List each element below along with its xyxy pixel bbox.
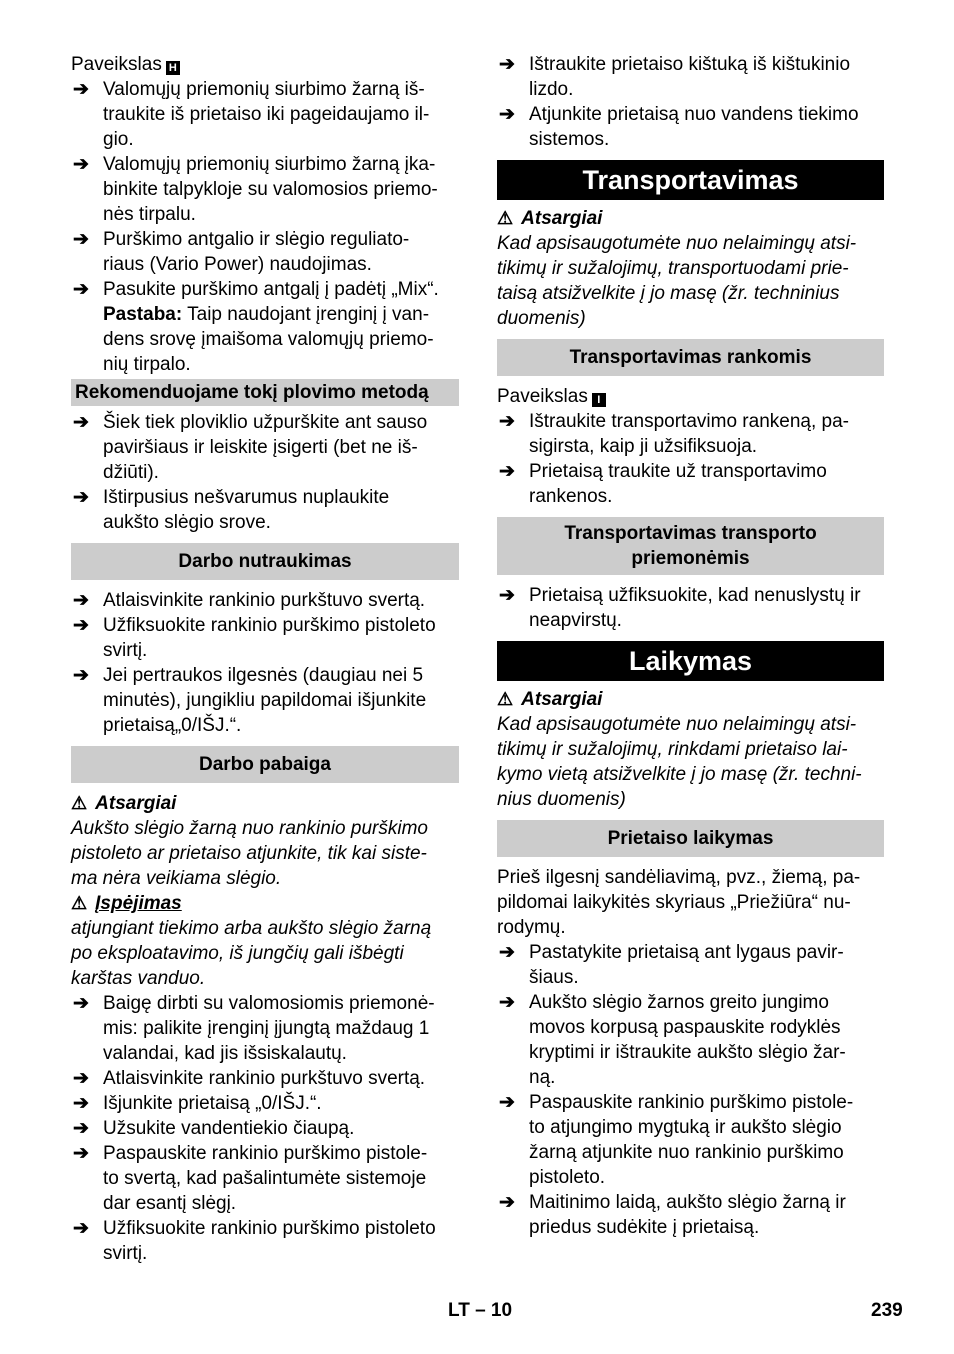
arrow-icon: ➔ bbox=[73, 487, 89, 508]
transport-caution-heading: ⚠ Atsargiai bbox=[497, 208, 603, 229]
warning-triangle-icon: ⚠ bbox=[497, 689, 514, 709]
arrow-icon: ➔ bbox=[499, 461, 515, 482]
warning-triangle-icon: ⚠ bbox=[71, 893, 88, 913]
arrow-icon: ➔ bbox=[73, 1143, 89, 1164]
arrow-icon: ➔ bbox=[73, 993, 89, 1014]
list-item: ➔ Atlaisvinkite rankinio purkštuvo svertą. bbox=[73, 1068, 426, 1089]
vehicle-heading: Transportavimas transporto priemonėmis bbox=[497, 517, 884, 575]
transport-caution-text: Kad apsisaugotumėte nuo nelaimingų atsi- tikimų ir sužalojimų, transportuodami prie- taisą atsižvelkite į jo masę (žr. techninius duomenis) bbox=[497, 233, 857, 329]
page-number: 239 bbox=[871, 1300, 903, 1321]
arrow-icon: ➔ bbox=[499, 942, 515, 963]
instruction-list bbox=[71, 77, 459, 302]
figure-reference: Paveikslas H bbox=[71, 52, 459, 77]
arrow-icon: ➔ bbox=[73, 1068, 89, 1089]
list-item: ➔ Užfiksuokite rankinio purškimo pistoleto svirtį. bbox=[73, 1218, 436, 1264]
arrow-icon: ➔ bbox=[73, 615, 89, 636]
list-item: ➔ Baigę dirbti su valomosiomis priemonė- mis: palikite įrenginį įjungtą maždaug 1 valandai, kad jis išsiskalautų. bbox=[73, 993, 435, 1064]
warning-text: atjungiant tiekimo arba aukšto slėgio žarną po eksploatavimo, iš jungčių gali išbėgti karštas vanduo. bbox=[71, 918, 432, 989]
storage-caution-text: Kad apsisaugotumėte nuo nelaimingų atsi- tikimų ir sužalojimų, rinkdami prietaiso lai- kymo vietą atsižvelkite į jo masę (žr. techni- nius duomenis) bbox=[497, 714, 862, 810]
method-heading: Rekomenduojame tokį plovimo metodą bbox=[71, 379, 459, 406]
arrow-icon: ➔ bbox=[499, 411, 515, 432]
vehicle-list bbox=[497, 583, 884, 633]
list-item: ➔ Maitinimo laidą, aukšto slėgio žarną ir priedus sudėkite į prietaisą. bbox=[499, 1192, 846, 1238]
left-column bbox=[71, 52, 459, 1266]
device-storage-list bbox=[497, 940, 884, 1240]
arrow-icon: ➔ bbox=[73, 590, 89, 611]
transport-title: Transportavimas bbox=[497, 160, 884, 200]
right-column bbox=[497, 52, 884, 1240]
list-item: ➔ Paspauskite rankinio purškimo pistole- to svertą, kad pašalintumėte sistemoje dar esantį slėgį. bbox=[73, 1143, 428, 1214]
end-list bbox=[71, 991, 459, 1266]
list-item: ➔ Ištirpusius nešvarumus nuplaukite aukšto slėgio srove. bbox=[73, 487, 390, 533]
arrow-icon: ➔ bbox=[73, 279, 89, 300]
warning-heading: ⚠ Įspėjimas bbox=[71, 893, 182, 914]
arrow-icon: ➔ bbox=[73, 1093, 89, 1114]
list-item: ➔ Paspauskite rankinio purškimo pistole- to atjungimo mygtuką ir aukšto slėgio žarną atjunkite nuo rankinio purškimo pistoleto. bbox=[499, 1092, 854, 1188]
arrow-icon: ➔ bbox=[499, 992, 515, 1013]
list-item: ➔ Aukšto slėgio žarnos greito jungimo movos korpusą paspauskite rodyklės kryptimi ir ištraukite aukšto slėgio žar- ną. bbox=[499, 992, 846, 1088]
list-item: ➔ Atjunkite prietaisą nuo vandens tiekimo sistemos. bbox=[499, 104, 859, 150]
top-list bbox=[497, 52, 884, 152]
arrow-icon: ➔ bbox=[499, 104, 515, 125]
by-hand-heading: Transportavimas rankomis bbox=[497, 339, 884, 376]
list-item: ➔ Ištraukite prietaiso kištuką iš kištukinio lizdo. bbox=[499, 54, 851, 100]
arrow-icon: ➔ bbox=[73, 229, 89, 250]
list-item: ➔ Pasukite purškimo antgalį į padėtį „Mix“. bbox=[73, 279, 439, 300]
arrow-icon: ➔ bbox=[73, 79, 89, 100]
storage-caution-heading: ⚠ Atsargiai bbox=[497, 689, 603, 710]
list-item: ➔ Valomųjų priemonių siurbimo žarną iš- traukite iš prietaiso iki pageidaujamo il- gio. bbox=[73, 79, 430, 150]
arrow-icon: ➔ bbox=[499, 54, 515, 75]
storage-title: Laikymas bbox=[497, 641, 884, 681]
arrow-icon: ➔ bbox=[73, 154, 89, 175]
warning-triangle-icon: ⚠ bbox=[497, 208, 514, 228]
end-heading: Darbo pabaiga bbox=[71, 746, 459, 783]
arrow-icon: ➔ bbox=[499, 1092, 515, 1113]
arrow-icon: ➔ bbox=[73, 665, 89, 686]
caution-text: Aukšto slėgio žarną nuo rankinio purškimo pistoleto ar prietaiso atjunkite, tik kai siste- ma nėra veikiama slėgio. bbox=[71, 818, 428, 889]
list-item: ➔ Užfiksuokite rankinio purškimo pistoleto svirtį. bbox=[73, 615, 436, 661]
arrow-icon: ➔ bbox=[499, 585, 515, 606]
method-list bbox=[71, 410, 459, 535]
footer-section: LT – 10 bbox=[448, 1300, 513, 1321]
warning-triangle-icon: ⚠ bbox=[71, 793, 88, 813]
list-item: ➔ Šiek tiek ploviklio užpurškite ant sauso paviršiaus ir leiskite įsigerti (bet ne iš- džiūti). bbox=[73, 412, 428, 483]
list-item: ➔ Atlaisvinkite rankinio purkštuvo svertą. bbox=[73, 590, 426, 611]
arrow-icon: ➔ bbox=[499, 1192, 515, 1213]
arrow-icon: ➔ bbox=[73, 1118, 89, 1139]
figure-i-badge: I bbox=[592, 393, 606, 407]
list-item: ➔ Išjunkite prietaisą „0/IŠJ.“. bbox=[73, 1093, 322, 1114]
list-item: ➔ Purškimo antgalio ir slėgio reguliato- riaus (Vario Power) naudojimas. bbox=[73, 229, 410, 275]
figure-reference: Paveikslas I bbox=[497, 384, 884, 409]
interrupt-heading: Darbo nutraukimas bbox=[71, 543, 459, 580]
list-item: ➔ Valomųjų priemonių siurbimo žarną įka- binkite talpykloje su valomosios priemo- nės tirpalu. bbox=[73, 154, 438, 225]
device-storage-heading: Prietaiso laikymas bbox=[497, 820, 884, 857]
by-hand-list bbox=[497, 409, 884, 509]
note: Pastaba: Taip naudojant įrenginį į van- dens srovę įmaišoma valomųjų priemo- nių tirpalo. bbox=[103, 304, 434, 375]
device-storage-text: Prieš ilgesnį sandėliavimą, pvz., žiemą, pa- pildomai laikykitės skyriaus „Priežiūra“ nu- rodymų. bbox=[497, 867, 861, 938]
list-item: ➔ Ištraukite transportavimo rankeną, pa- sigirsta, kaip ji užsifiksuoja. bbox=[499, 411, 849, 457]
list-item: ➔ Užsukite vandentiekio čiaupą. bbox=[73, 1118, 355, 1139]
caution-heading: ⚠ Atsargiai bbox=[71, 793, 177, 814]
arrow-icon: ➔ bbox=[73, 1218, 89, 1239]
interrupt-list bbox=[71, 588, 459, 738]
list-item: ➔ Pastatykite prietaisą ant lygaus pavir- šiaus. bbox=[499, 942, 844, 988]
list-item: ➔ Prietaisą traukite už transportavimo rankenos. bbox=[499, 461, 827, 507]
arrow-icon: ➔ bbox=[73, 412, 89, 433]
list-item: ➔ Jei pertraukos ilgesnės (daugiau nei 5 minutės), jungikliu papildomai išjunkite prietaisą„0/IŠJ.“. bbox=[73, 665, 427, 736]
figure-h-badge: H bbox=[166, 61, 180, 75]
list-item: ➔ Prietaisą užfiksuokite, kad nenuslystų ir neapvirstų. bbox=[499, 585, 861, 631]
